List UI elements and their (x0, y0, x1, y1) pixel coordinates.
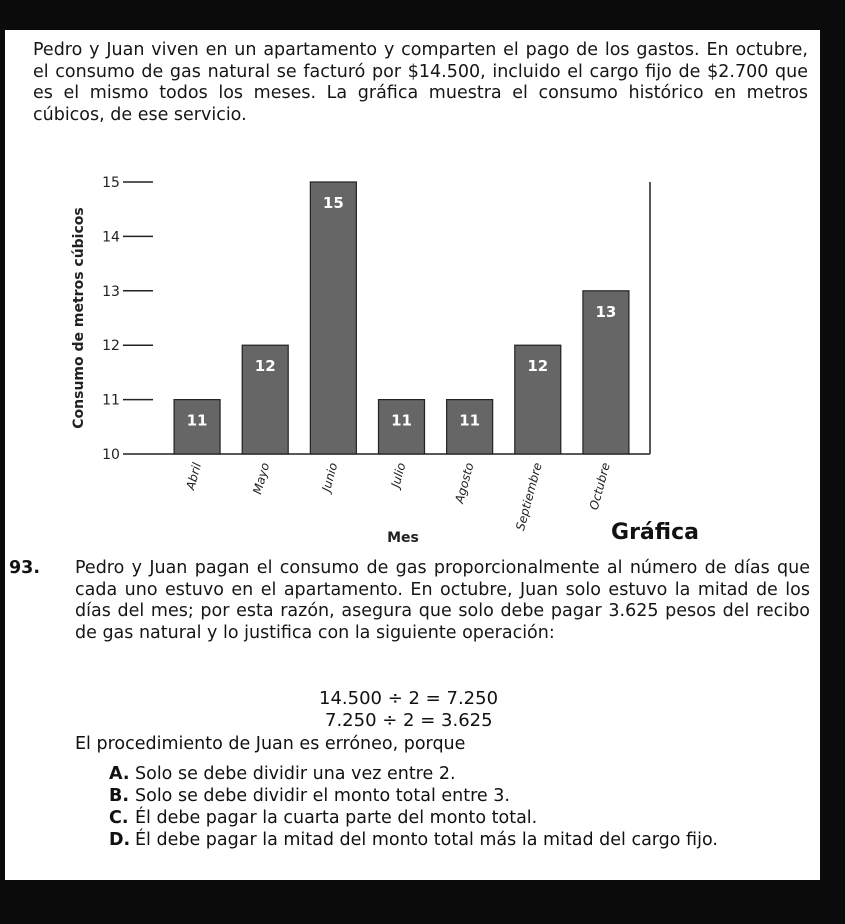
bar-value-label: 11 (391, 411, 412, 430)
option-text: Él debe pagar la cuarta parte del monto total. (135, 808, 538, 828)
bar-value-label: 15 (322, 194, 344, 212)
option-letter: C. (109, 808, 129, 828)
question-stem (75, 558, 810, 644)
question-conclusion: El procedimiento de Juan es erróneo, porque (75, 734, 466, 754)
bar-value-label: 13 (595, 302, 617, 321)
chart-caption: Gráfica (611, 520, 699, 545)
y-tick-label: 15 (102, 175, 120, 191)
intro-line: $14.500, incluido el cargo fijo de $2.700 que es el mismo todos (33, 61, 808, 103)
question-line: operación: (462, 622, 555, 643)
x-tick-label: Junio (319, 461, 341, 494)
question-number: 93. (9, 558, 41, 578)
intro-line: los gastos. En octubre, el consumo de gas natural se facturó por (33, 40, 808, 82)
bar-value-label: 12 (254, 357, 276, 376)
equation-1: 14.500 ÷ 2 = 7.250 (319, 688, 499, 709)
option-text: Él debe pagar la mitad del monto total más la mitad del cargo fijo. (135, 830, 718, 850)
y-tick-label: 10 (102, 447, 120, 463)
y-tick-label: 12 (102, 338, 120, 355)
question-line: por esta razón, asegura que solo debe pagar 3.625 pesos (200, 601, 716, 621)
intro-line: Pedro y Juan viven en un apartamento y comparten el pago de (33, 40, 598, 60)
x-tick-label: Agosto (452, 461, 477, 505)
x-axis-label: Mes (387, 530, 419, 546)
option-letter: B. (109, 786, 129, 806)
question-line: del recibo de gas natural y lo justifica con la siguiente (75, 601, 810, 643)
intro-line: cúbicos, de ese servicio. (33, 104, 247, 125)
intro-line: los meses. La gráfica muestra el consumo histórico en metros (218, 83, 808, 103)
option-text: Solo se debe dividir el monto total entre 3. (135, 786, 510, 806)
y-tick-label: 13 (102, 283, 120, 300)
exam-page (5, 30, 820, 880)
question-line: Pedro y Juan pagan el consumo de gas proporcionalmente (75, 558, 600, 578)
option-letter: D. (109, 830, 131, 850)
option-d[interactable] (109, 830, 809, 852)
option-a[interactable] (109, 764, 809, 786)
x-tick-label: Abril (183, 461, 204, 492)
y-axis-label: Consumo de metros cúbicos (71, 207, 87, 429)
bar-value-label: 11 (186, 411, 208, 430)
option-text: Solo se debe dividir una vez entre 2. (135, 764, 456, 784)
equation-2: 7.250 ÷ 2 = 3.625 (325, 710, 493, 731)
option-c[interactable] (109, 808, 809, 830)
bar-value-label: 11 (459, 411, 481, 430)
x-tick-label: Septiembre (513, 461, 545, 533)
question-line: En octubre, Juan solo estuvo la mitad de los días del mes; (75, 579, 810, 621)
x-tick-label: Octubre (586, 461, 613, 512)
bar (310, 182, 356, 454)
y-tick-label: 11 (102, 392, 120, 409)
x-tick-label: Mayo (250, 461, 273, 496)
bar-value-label: 12 (527, 357, 549, 376)
x-tick-label: Julio (388, 461, 409, 490)
question-line: al número de días que cada uno estuvo en el apartamento. (75, 558, 810, 600)
bar-chart (5, 30, 820, 560)
option-letter: A. (109, 764, 130, 784)
y-tick-label: 14 (102, 229, 120, 246)
option-b[interactable] (109, 786, 809, 808)
